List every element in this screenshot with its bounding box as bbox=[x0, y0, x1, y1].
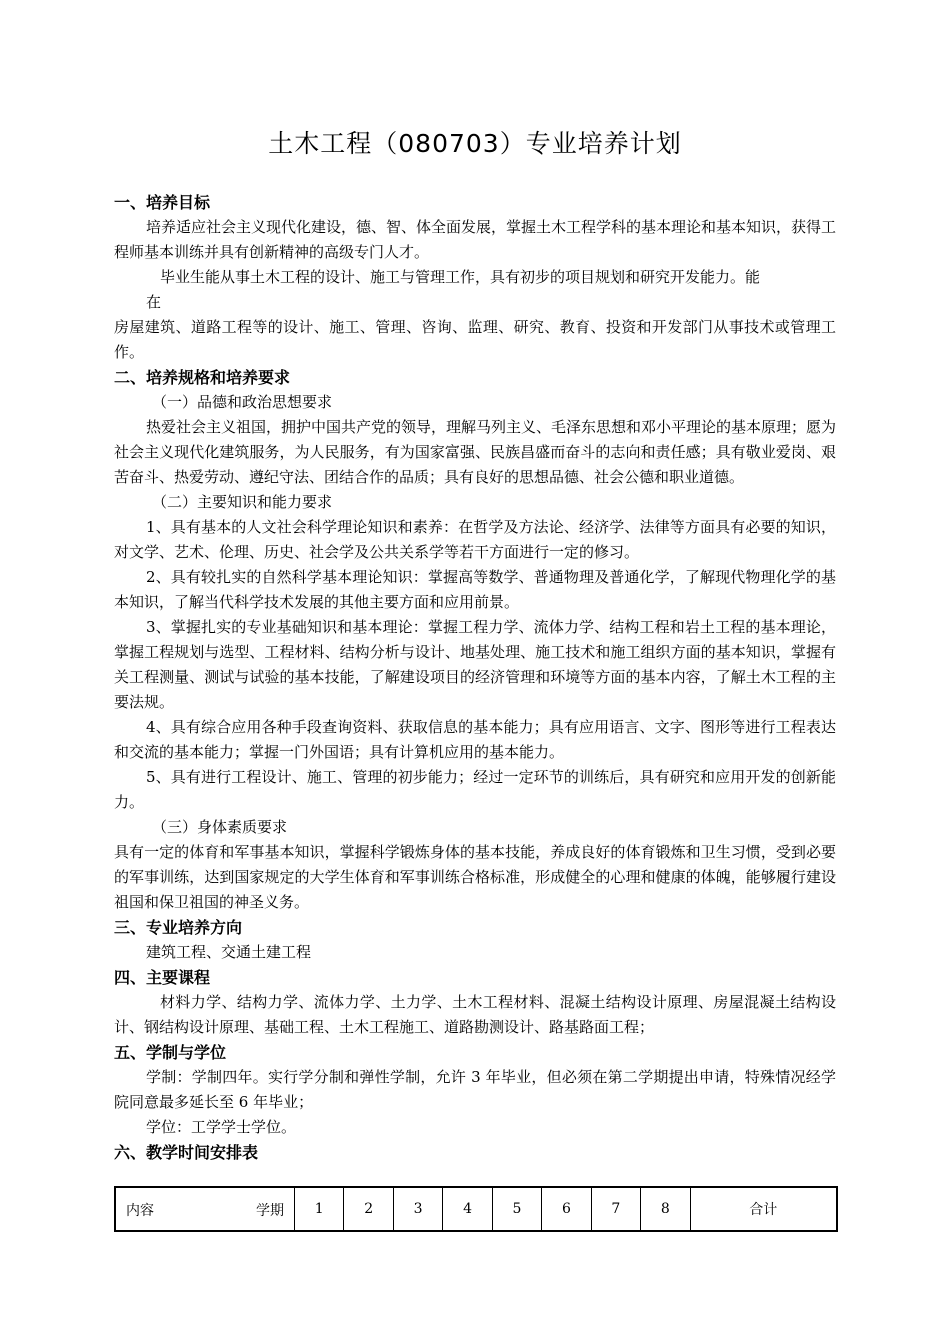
table-cell-term-8: 8 bbox=[641, 1187, 690, 1231]
table-cell-term-4: 4 bbox=[443, 1187, 492, 1231]
row-label: 内容 bbox=[126, 1203, 154, 1219]
schedule-table bbox=[114, 1186, 838, 1232]
knowledge-item-5: 5、具有进行工程设计、施工、管理的初步能力；经过一定环节的训练后，具有研究和应用开发的创新能力。 bbox=[114, 768, 836, 811]
duration-paragraph: 学制：学制四年。实行学分制和弹性学制，允许 3 年毕业，但必须在第二学期提出申请，特殊情况经学院同意最多延长至 6 年毕业； bbox=[114, 1068, 836, 1111]
knowledge-item-3: 3、掌握扎实的专业基础知识和基本理论：掌握工程力学、流体力学、结构工程和岩土工程的基本理论，掌握工程规划与选型、工程材料、结构分析与设计、地基处理、施工技术和施工组织方面的基本知识，掌握有关工程测量、测试与试验的基本技能，了解建设项目的经济管理和环境等方面的基本内容，了解土木工程的主要法规。 bbox=[114, 618, 836, 711]
knowledge-item-4: 4、具有综合应用各种手段查询资料、获取信息的基本能力；具有应用语言、文字、图形等进行工程表达和交流的基本能力；掌握一门外国语；具有计算机应用的基本能力。 bbox=[114, 718, 836, 761]
table-row bbox=[115, 1187, 837, 1231]
section-heading-courses: 四、主要课程 bbox=[114, 968, 211, 987]
section-heading-goals: 一、培养目标 bbox=[114, 193, 211, 212]
goals-paragraph-2c: 房屋建筑、道路工程等的设计、施工、管理、咨询、监理、研究、教育、投资和开发部门从事技术或管理工作。 bbox=[114, 318, 836, 361]
subheading-knowledge: （二）主要知识和能力要求 bbox=[152, 493, 333, 511]
subheading-moral: （一）品德和政治思想要求 bbox=[152, 393, 333, 411]
table-cell-term-3: 3 bbox=[393, 1187, 442, 1231]
table-cell-total: 合计 bbox=[690, 1187, 837, 1231]
section-heading-schedule: 六、教学时间安排表 bbox=[114, 1143, 259, 1162]
physical-paragraph: 具有一定的体育和军事基本知识，掌握科学锻炼身体的基本技能，养成良好的体育锻炼和卫生习惯，受到必要的军事训练，达到国家规定的大学生体育和军事训练合格标准，形成健全的心理和健康的体魄，能够履行建设祖国和保卫祖国的神圣义务。 bbox=[114, 843, 836, 911]
section-heading-requirements: 二、培养规格和培养要求 bbox=[114, 368, 291, 387]
document-body bbox=[114, 190, 836, 1165]
direction-paragraph: 建筑工程、交通土建工程 bbox=[146, 943, 312, 961]
table-cell-term-5: 5 bbox=[492, 1187, 541, 1231]
page-title: 土木工程（080703）专业培养计划 bbox=[268, 129, 682, 158]
table-header-cell bbox=[115, 1187, 295, 1231]
table-cell-term-1: 1 bbox=[295, 1187, 344, 1231]
knowledge-item-1: 1、具有基本的人文社会科学理论知识和素养：在哲学及方法论、经济学、法律等方面具有必要的知识，对文学、艺术、伦理、历史、社会学及公共关系学等若干方面进行一定的修习。 bbox=[114, 518, 836, 561]
moral-paragraph: 热爱社会主义祖国，拥护中国共产党的领导，理解马列主义、毛泽东思想和邓小平理论的基本原理；愿为社会主义现代化建筑服务，为人民服务，有为国家富强、民族昌盛而奋斗的志向和责任感；具有敬业爱岗、艰苦奋斗、热爱劳动、遵纪守法、团结合作的品质；具有良好的思想品德、社会公德和职业道德。 bbox=[114, 418, 837, 486]
knowledge-item-2: 2、具有较扎实的自然科学基本理论知识：掌握高等数学、普通物理及普通化学，了解现代物理化学的基本知识，了解当代科学技术发展的其他主要方面和应用前景。 bbox=[114, 568, 836, 611]
table-cell-term-7: 7 bbox=[591, 1187, 640, 1231]
table-cell-term-6: 6 bbox=[542, 1187, 591, 1231]
goals-paragraph-1: 培养适应社会主义现代化建设，德、智、体全面发展，掌握土木工程学科的基本理论和基本知识，获得工程师基本训练并具有创新精神的高级专门人才。 bbox=[114, 218, 837, 261]
section-heading-direction: 三、专业培养方向 bbox=[114, 918, 243, 937]
courses-paragraph: 材料力学、结构力学、流体力学、土力学、土木工程材料、混凝土结构设计原理、房屋混凝土结构设计、钢结构设计原理、基础工程、土木工程施工、道路勘测设计、路基路面工程； bbox=[114, 993, 836, 1036]
section-heading-duration: 五、学制与学位 bbox=[114, 1043, 227, 1062]
degree-paragraph: 学位：工学学士学位。 bbox=[146, 1118, 297, 1136]
subheading-physical: （三）身体素质要求 bbox=[152, 818, 288, 836]
goals-paragraph-2a: 毕业生能从事土木工程的设计、施工与管理工作，具有初步的项目规划和研究开发能力。能 bbox=[160, 268, 761, 286]
goals-paragraph-2b: 在 bbox=[146, 293, 162, 311]
column-label: 学期 bbox=[256, 1203, 284, 1219]
table-cell-term-2: 2 bbox=[344, 1187, 393, 1231]
